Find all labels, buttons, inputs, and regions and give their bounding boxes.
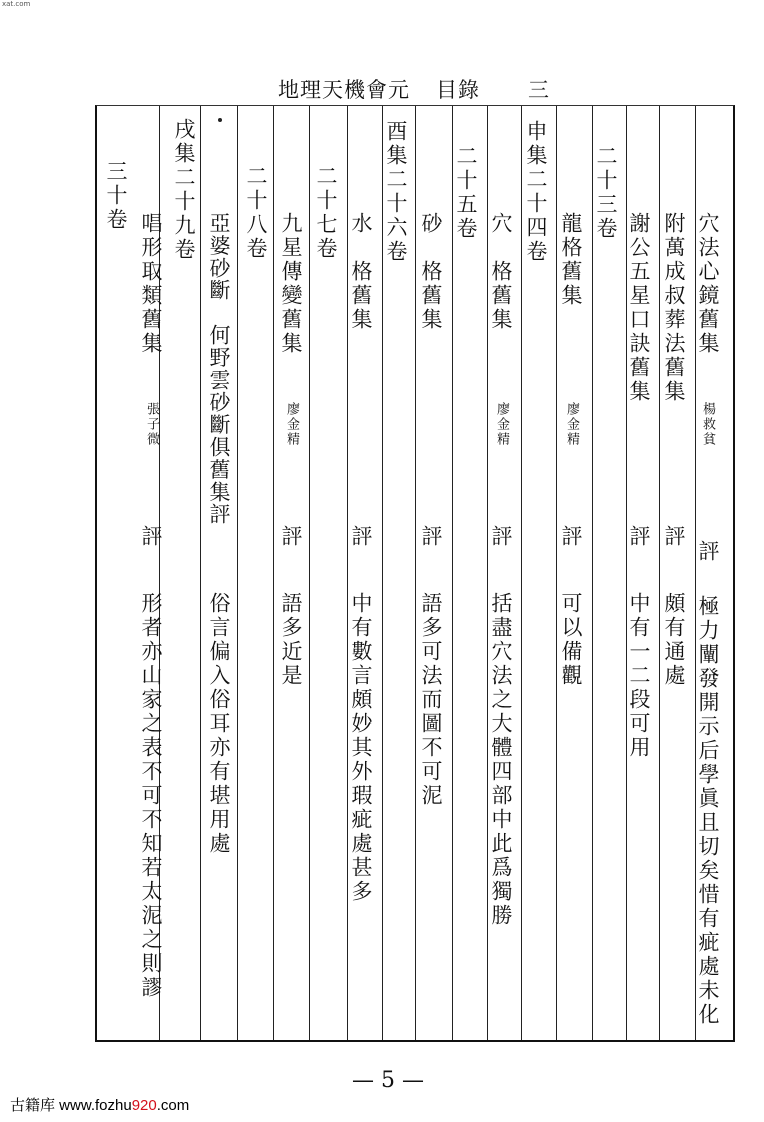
site-watermark [10,1094,189,1115]
entry-comment: 語多可法而圖不可泥 [419,592,443,808]
watermark-prefix: 古籍库 www.fozhu [10,1097,132,1114]
column-divider [200,106,201,1040]
volume-heading: 申集二十四卷 [524,120,548,264]
column-divider [452,106,453,1040]
entry-title: 附萬成叔葬法舊集 [662,212,686,404]
entry-comment: 俗言偏入俗耳亦有堪用處 [207,592,231,856]
entry-title: 亞婆砂斷 何野雲砂斷俱舊集評 [207,212,231,526]
watermark-highlight: 920 [131,1097,157,1114]
entry-verdict: 評 [139,525,163,549]
column-divider [347,106,348,1040]
entry-author: 楊救貧 [700,402,715,447]
entry-comment: 語多近是 [279,592,303,688]
column-divider [273,106,274,1040]
column-divider [309,106,310,1040]
entry-verdict: 評 [419,525,443,549]
book-title: 地理天機會元 [278,78,410,102]
entry-title: 龍格舊集 [559,212,583,308]
entry-title: 九星傳變舊集 [279,212,303,356]
column-divider [487,106,488,1040]
entry-verdict: 評 [662,525,686,549]
volume-heading: 二十五卷 [454,145,478,241]
entry-verdict: 評 [349,525,373,549]
entry-verdict: 評 [489,525,513,549]
entry-title: 穴 格舊集 [489,212,513,332]
entry-title: 穴法心鏡舊集 [696,212,720,356]
volume-heading: 二十七卷 [314,165,338,261]
corner-mark: xat.com [2,0,31,8]
column-divider [592,106,593,1040]
volume-heading: 三十卷 [104,160,128,232]
ink-dot [218,118,222,122]
entry-comment: 可以備觀 [559,592,583,688]
entry-title: 謝公五星口訣舊集 [627,212,651,404]
entry-comment: 中有一二段可用 [627,592,651,760]
volume-heading: 二十八卷 [244,165,268,261]
entry-comment: 極力闡發開示后學眞且切矣惜有疵處未化 [696,595,720,1027]
column-divider [382,106,383,1040]
column-divider [237,106,238,1040]
entry-verdict: 評 [696,540,720,564]
entry-comment: 括盡穴法之大體四部中此爲獨勝 [489,592,513,928]
column-divider [521,106,522,1040]
entry-title: 水 格舊集 [349,212,373,332]
watermark-suffix: .com [156,1097,190,1114]
column-divider [415,106,416,1040]
entry-title: 砂 格舊集 [419,212,443,332]
page-numeral: 三 [528,78,550,102]
volume-heading: 戌集二十九卷 [172,118,196,262]
column-divider [556,106,557,1040]
entry-verdict: 評 [627,525,651,549]
entry-verdict: 評 [279,525,303,549]
entry-verdict: 評 [559,525,583,549]
entry-comment: 中有數言頗妙其外瑕疵處甚多 [349,592,373,904]
entry-title: 唱形取類舊集 [139,212,163,356]
volume-heading: 二十三卷 [594,145,618,241]
entry-author: 廖金精 [494,402,509,447]
entry-author: 廖金精 [284,402,299,447]
entry-author: 張子微 [144,402,159,447]
entry-comment: 頗有通處 [662,592,686,688]
page-number: — 5 — [352,1068,424,1093]
column-divider [659,106,660,1040]
section-title: 目錄 [436,78,480,102]
entry-author: 廖金精 [564,402,579,447]
volume-heading: 酉集二十六卷 [384,120,408,264]
entry-comment: 形者亦山家之表不可不知若太泥之則謬 [139,592,163,1000]
